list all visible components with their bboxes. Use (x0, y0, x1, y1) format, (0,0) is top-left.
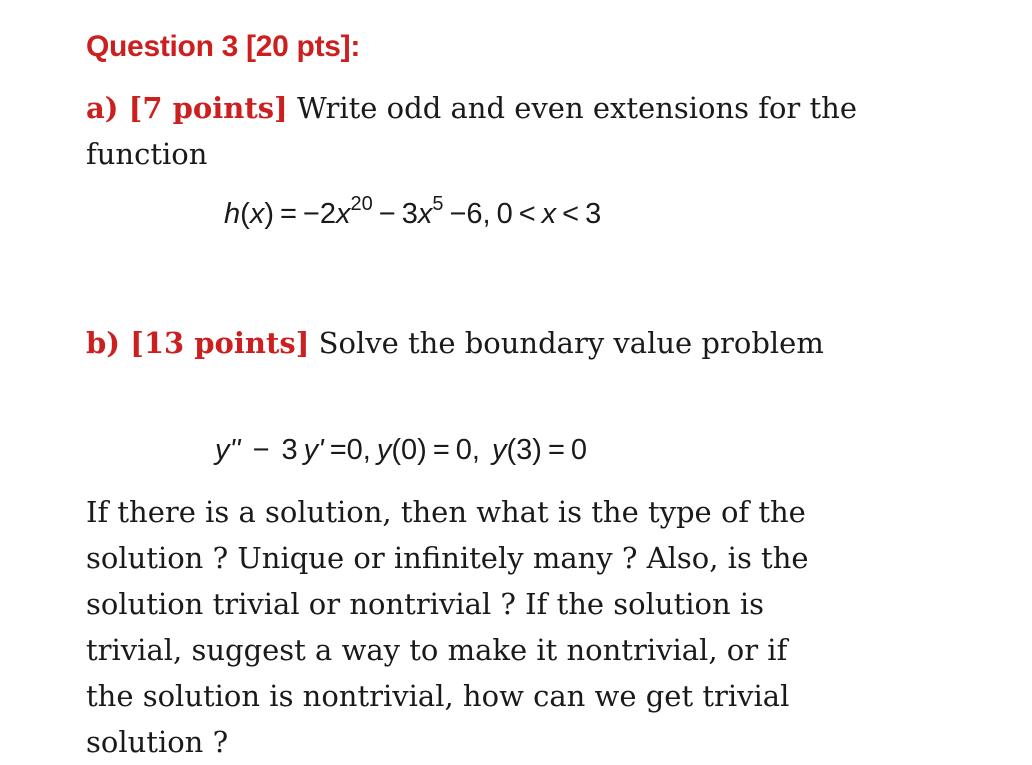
part-a-text-line2: function (86, 137, 208, 171)
question-title: Question 3 [20 pts]: (86, 30, 361, 63)
exponent-1: 20 (350, 193, 373, 215)
coef-1: 2 (319, 198, 336, 230)
question-line: solution trivial or nontrivial ? If the solution is (86, 587, 765, 621)
domain-high: 3 (585, 198, 602, 230)
question-line: the solution is nontrivial, how can we get trivial (86, 679, 790, 713)
ode-coefficient: 3 (281, 434, 298, 466)
part-a-text-line1: Write odd and even extensions for the (297, 91, 858, 125)
bc2-value: 0 (570, 434, 588, 466)
part-b-question (86, 489, 966, 765)
exponent-2: 5 (432, 193, 444, 215)
part-a-equation: $h(x) = -2x^{20} - 3x^5 -6$, 0 < x < 3 (224, 193, 602, 230)
question-line: If there is a solution, then what is the type of the (86, 495, 806, 529)
ode-second-derivative: y'' (215, 434, 241, 466)
ode-first-derivative: y' (303, 434, 324, 466)
part-a-label: a) [7 points] (86, 91, 288, 125)
bc1-value: 0 (455, 434, 472, 466)
bc2-arg: 3 (516, 434, 533, 466)
ode-rhs: 0 (346, 434, 363, 466)
bc1-function: y (376, 434, 392, 466)
constant-term: 6 (466, 198, 483, 230)
part-b-text: Solve the boundary value problem (318, 326, 824, 360)
part-b-prompt (86, 320, 966, 366)
function-var: x (249, 198, 265, 230)
var-1: x (336, 198, 351, 230)
function-name: h (224, 198, 241, 230)
part-b-equation: y'' − 3 y' =0, y(0) = 0, y(3) = 0 (215, 434, 588, 466)
domain-low: 0 (496, 198, 513, 230)
var-2: x (417, 198, 433, 230)
bc1-arg: 0 (401, 434, 418, 466)
coef-2: 3 (401, 198, 418, 230)
question-line: solution ? Unique or infinitely many ? Also, is the (86, 541, 809, 575)
part-a-prompt (86, 85, 966, 177)
bc2-function: y (491, 434, 507, 466)
part-b-label: b) [13 points] (86, 326, 310, 360)
domain-var: x (541, 198, 557, 230)
question-line: trivial, suggest a way to make it nontrivial, or if (86, 633, 788, 667)
question-line: solution ? (86, 725, 229, 759)
